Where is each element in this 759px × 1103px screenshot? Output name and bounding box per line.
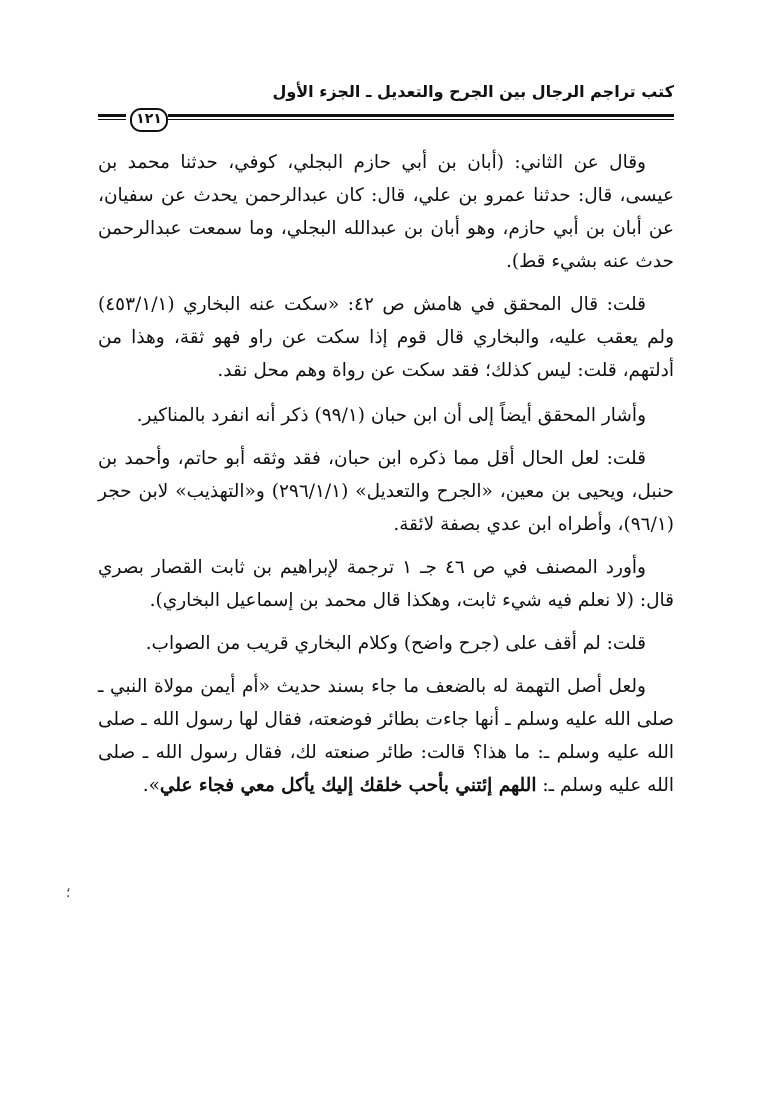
page-header: [98, 78, 674, 130]
paragraph-muhaqqiq-note: قلت: قال المحقق في هامش ص ٤٢: «سكت عنه البخاري (٤٥٣/١/١) ولم يعقب عليه، والبخاري قال قوم إذا سكت عن راو فهو ثقة، وهذا من أدلتهم، قلت: ليس كذلك؛ فقد سكت عن رواة وهم محل نقد.: [98, 294, 674, 381]
hadith-end: ».: [142, 775, 160, 796]
paragraph-umm-ayman-hadith: [98, 670, 674, 802]
header-rule-left: [98, 114, 126, 120]
paragraph-ibrahim-ibn-thabit: وأورد المصنف في ص ٤٦ جـ ١ ترجمة لإبراهيم بن ثابت القصار بصري قال: (لا نعلم فيه شيء ثابت، وهكذا قال محمد بن إسماعيل البخاري).: [98, 557, 674, 611]
hadith-bold-text: اللهم إئتني بأحب خلقك إليك يأكل معي فجاء علي: [159, 775, 537, 796]
page-body: [98, 146, 674, 812]
header-rule: [98, 108, 674, 130]
paragraph-ibn-hibban: وأشار المحقق أيضاً إلى أن ابن حبان (٩٩/١) ذكر أنه انفرد بالمناكير.: [136, 405, 646, 426]
paragraph-aban-ibn-abi-hazim: وقال عن الثاني: (أبان بن أبي حازم البجلي، كوفي، حدثنا محمد بن عيسى، قال: حدثنا عمرو بن علي، قال: كان عبدالرحمن يحدث عن سفيان، عن أبان بن أبي حازم، وهو أبان بن عبدالله البجلي، وما سمعت عبدالرحمن حدث عنه بشيء قط).: [98, 152, 674, 272]
margin-mark: ؛: [66, 885, 71, 901]
header-rule-right: [168, 114, 674, 120]
paragraph-qult-jarh: قلت: لم أقف على (جرح واضح) وكلام البخاري قريب من الصواب.: [145, 633, 646, 654]
page-number: ١٢١: [130, 108, 168, 132]
paragraph-tawthiq: قلت: لعل الحال أقل مما ذكره ابن حبان، فقد وثقه أبو حاتم، وأحمد بن حنبل، ويحيى بن معين، «الجرح والتعديل» (٢٩٦/١/١) و«التهذيب» لابن حجر (٩٦/١)، وأطراه ابن عدي بصفة لائقة.: [98, 448, 674, 535]
hadith-text: ولعل أصل التهمة له بالضعف ما جاء بسند حديث «أم أيمن مولاة النبي ـ صلى الله عليه وسلم ـ أنها جاءت بطائر فوضعته، فقال لها رسول الله ـ صلى الله عليه وسلم ـ: ما هذا؟ قالت: طائر صنعته لك، فقال رسول الله ـ صلى الله عليه وسلم ـ:: [98, 676, 674, 796]
running-title: كتب تراجم الرجال بين الجرح والتعديل ـ الجزء الأول: [272, 82, 674, 101]
